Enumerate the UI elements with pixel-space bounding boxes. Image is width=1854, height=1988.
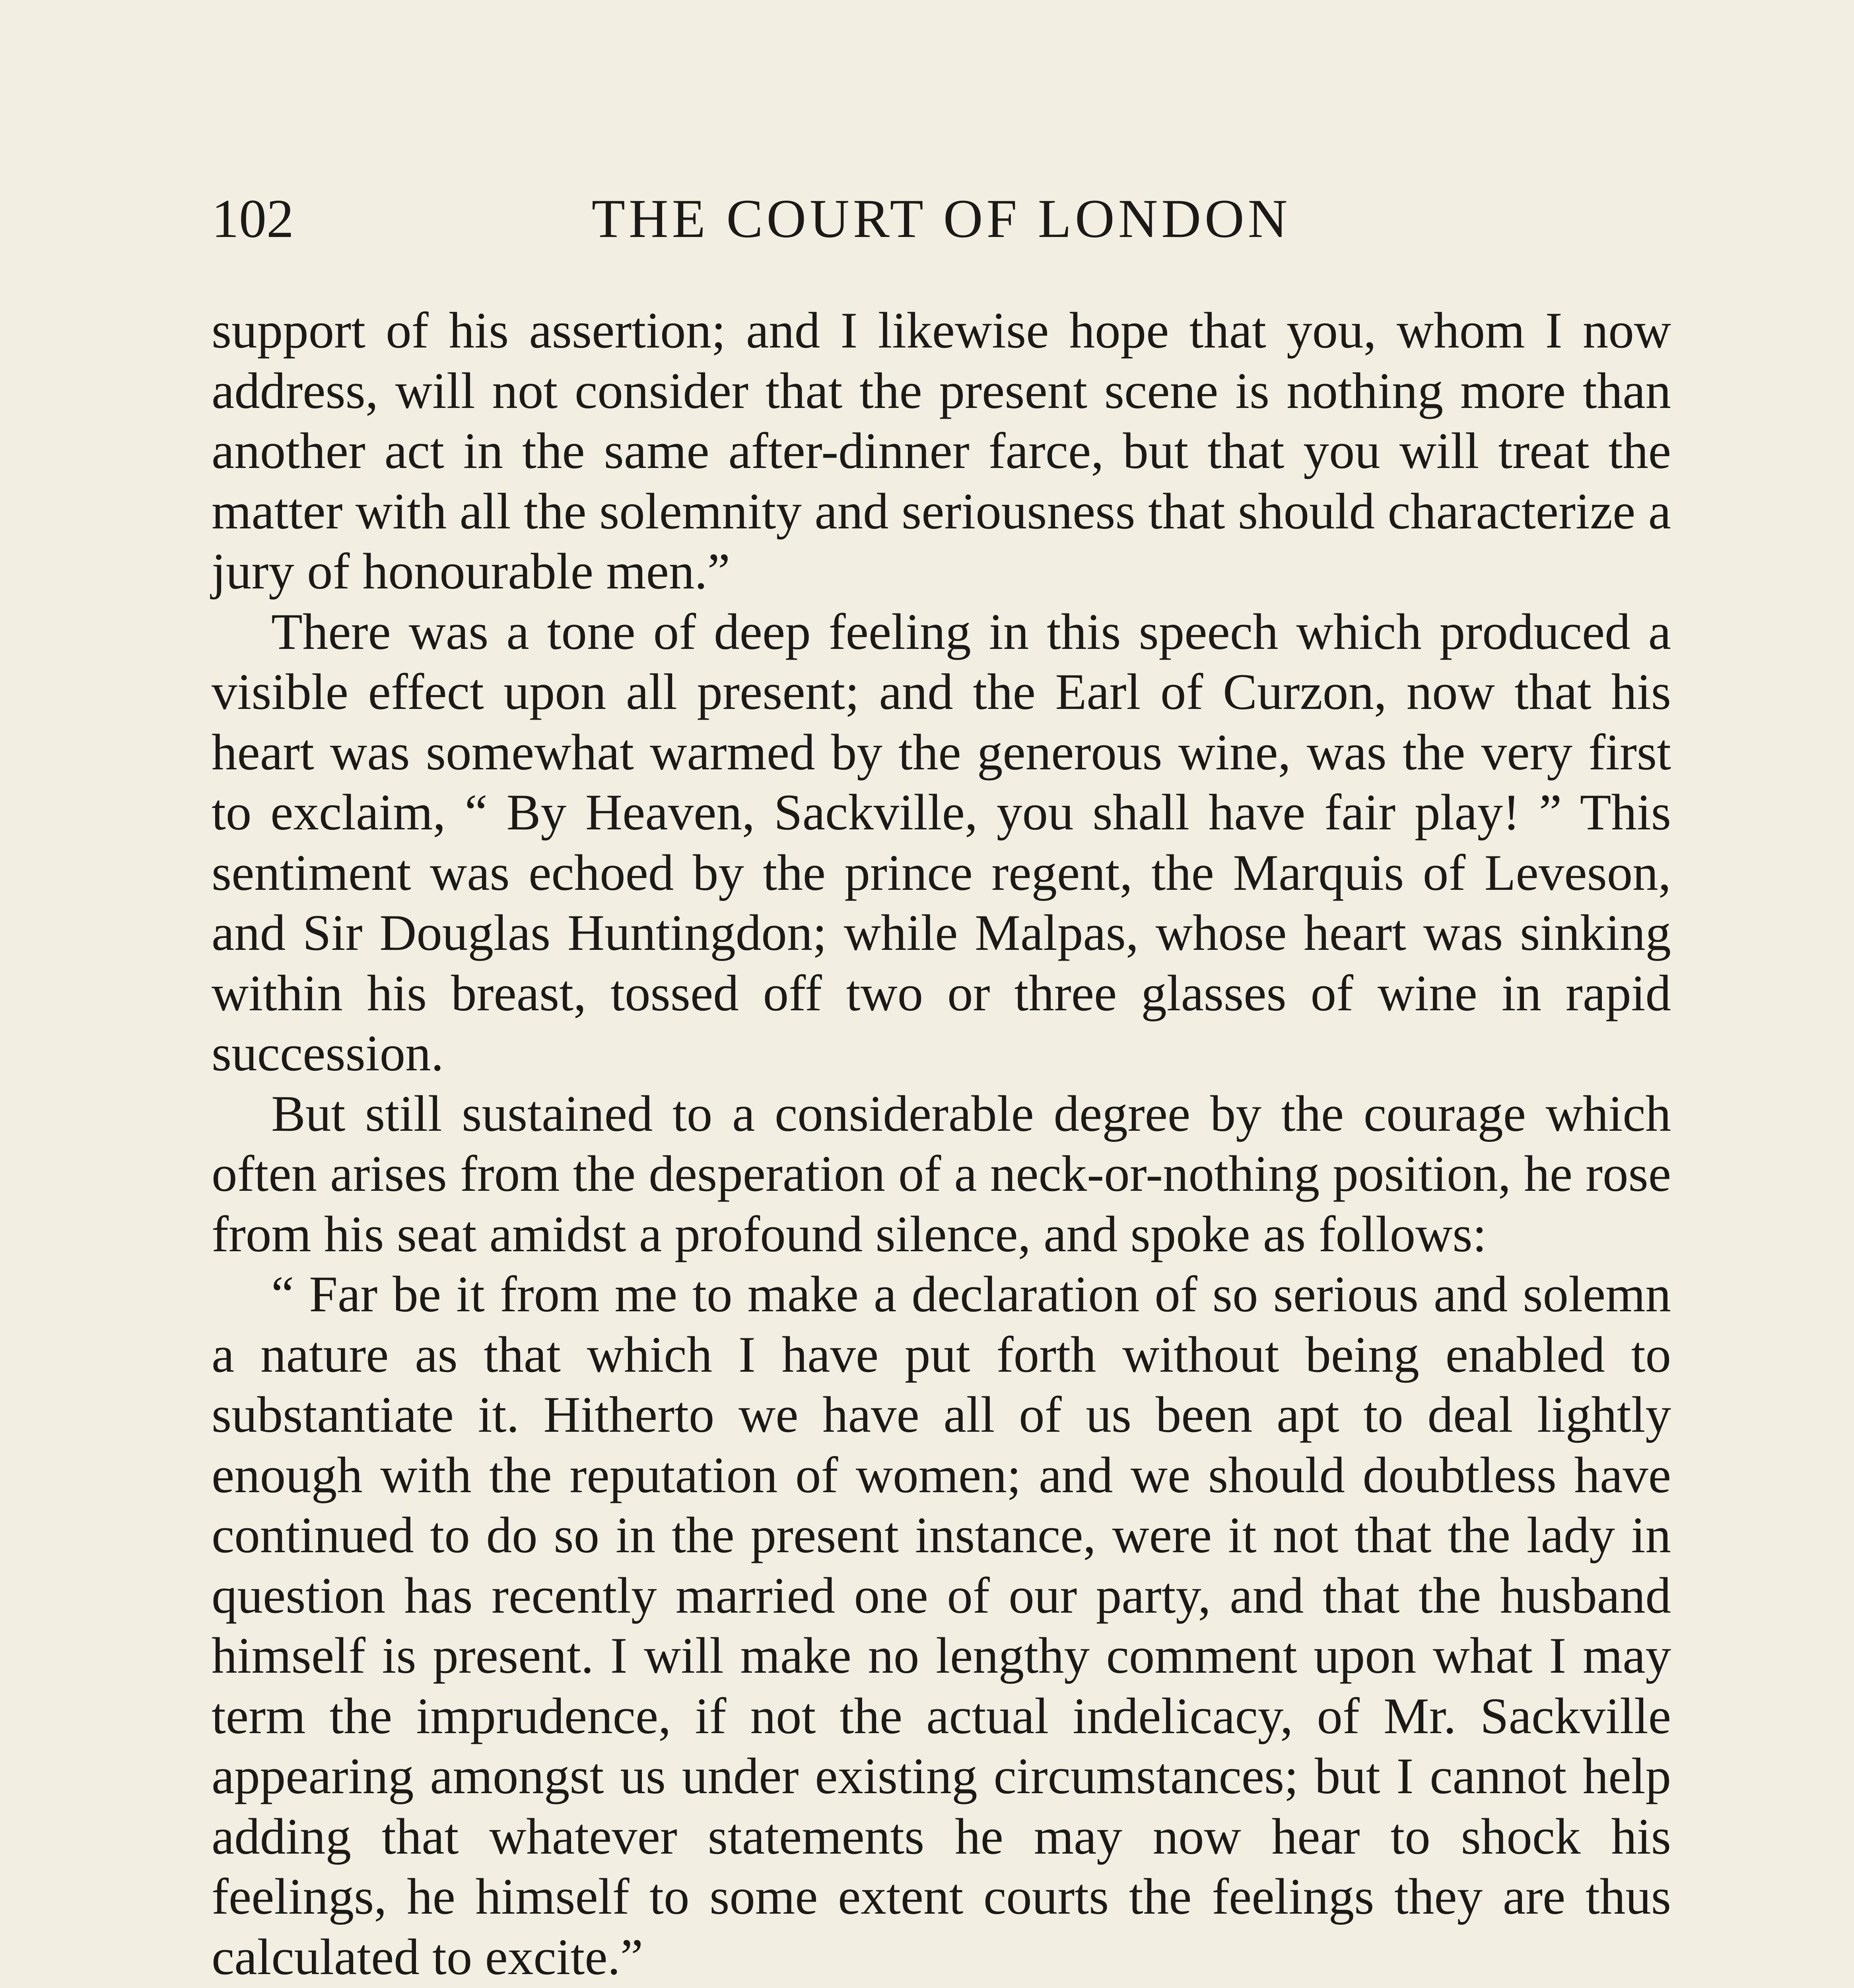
paragraph-1: support of his assertion; and I likewise hope that you, whom I now address, will not consider that the present scene is nothing more than another act in the same after-dinner farce, but that you will treat the matter with all the solemnity and seriousness that should characterize a jury of honourable men.” — [212, 302, 1671, 600]
page-header — [212, 181, 1671, 256]
paragraph-2: There was a tone of deep feeling in this speech which produced a visible effect upon all present; and the Earl of Curzon, now that his heart was somewhat warmed by the generous wine, was the very first to exclaim, “ By Heaven, Sackville, you shall have fair play! ” This sentiment was echoed by the prince regent, the Marquis of Leveson, and Sir Douglas Huntingdon; while Malpas, whose heart was sinking within his breast, tossed off two or three glasses of wine in rapid succession. — [212, 603, 1671, 1081]
body-text — [212, 300, 1671, 1988]
paragraph-4: “ Far be it from me to make a declaration of so serious and solemn a nature as that which I have put forth without being enabled to substantiate it. Hitherto we have all of us been apt to deal lightly enough with the reputation of women; and we should doubtless have continued to do so in the present instance, were it not that the lady in question has recently married one of our party, and that the husband himself is present. I will make no lengthy comment upon what I may term the imprudence, if not the actual indelicacy, of Mr. Sackville appearing amongst us under existing circumstances; but I cannot help adding that whatever statements he may now hear to shock his feelings, he himself to some extent courts the feelings they are thus calculated to excite.” — [212, 1266, 1671, 1985]
page-number: 102 — [212, 188, 294, 249]
running-title: THE COURT OF LONDON — [591, 188, 1291, 249]
paragraph-3: But still sustained to a considerable degree by the courage which often arises from the desperation of a neck-or-nothing position, he rose from his seat amidst a profound silence, and spoke as follows: — [212, 1085, 1671, 1262]
